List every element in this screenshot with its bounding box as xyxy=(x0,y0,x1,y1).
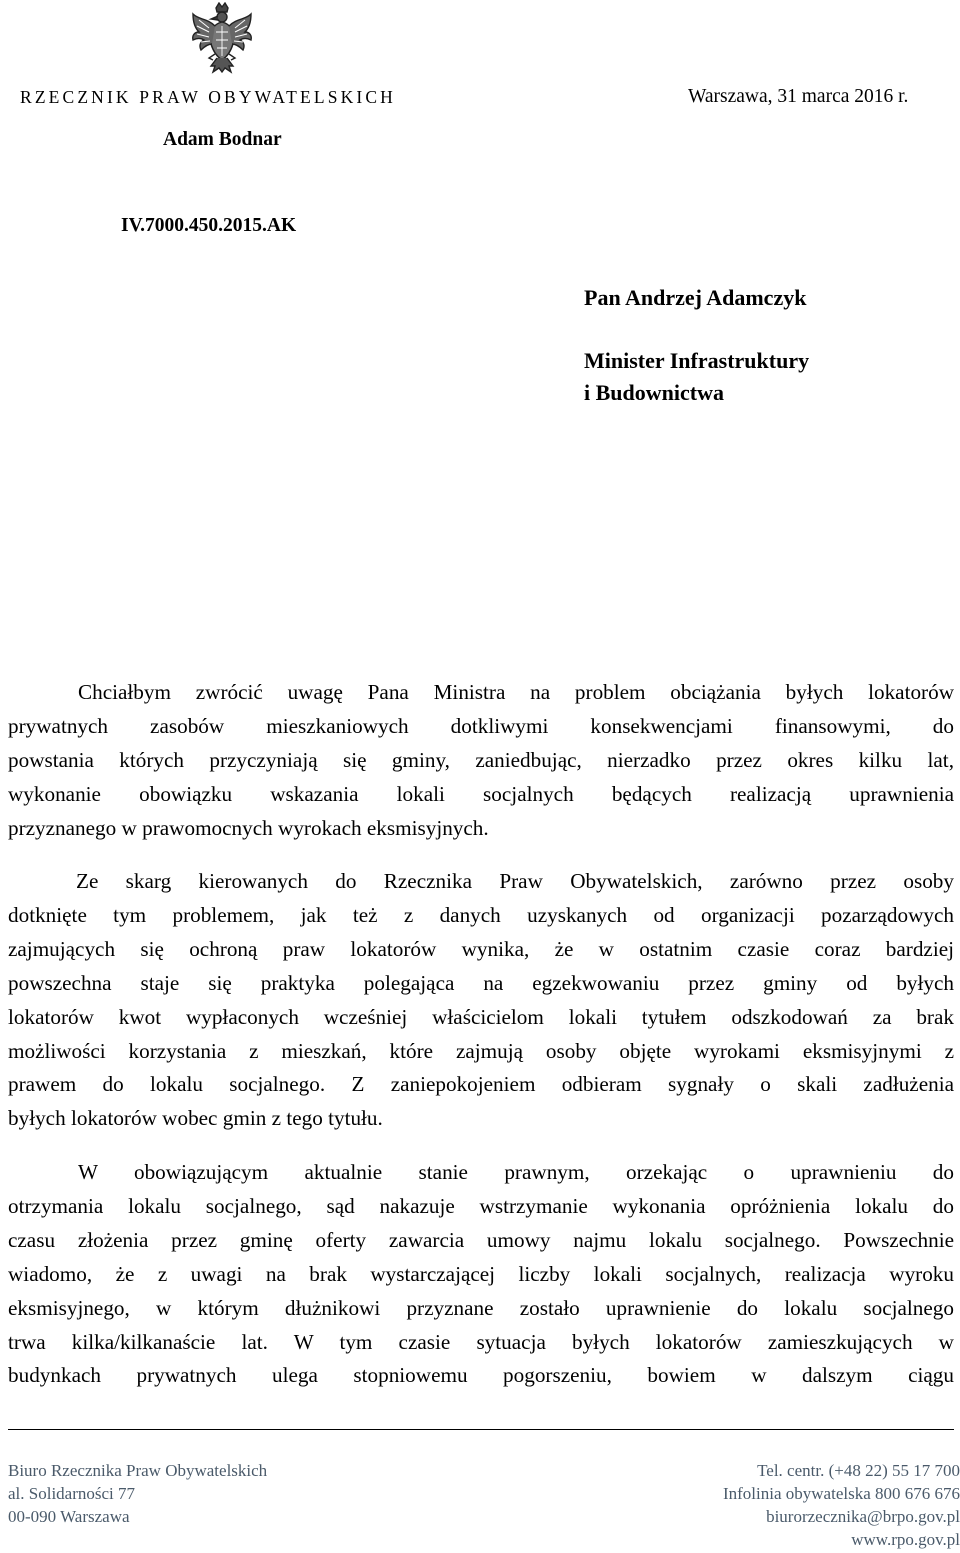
paragraph-line: powstania których przyczyniają się gminy, zaniedbując, nierzadko przez okres kilku lat, xyxy=(8,747,954,772)
body-paragraph-1 xyxy=(8,676,954,846)
footer-street: al. Solidarności 77 xyxy=(8,1484,136,1503)
paragraph-line: Ze skarg kierowanych do Rzecznika Praw Obywatelskich, zarówno przez osoby xyxy=(76,869,954,893)
paragraph-line: otrzymania lokalu socjalnego, sąd nakazuje wstrzymanie wykonania opróżnienia lokalu do xyxy=(8,1193,954,1218)
paragraph-line: dotknięte tym problemem, jak też z danych uzyskanych od organizacji pozarządowych xyxy=(8,902,954,927)
footer-address xyxy=(8,1459,267,1528)
letter-date: Warszawa, 31 marca 2016 r. xyxy=(688,86,909,107)
paragraph-line: prawem do lokalu socjalnego. Z zaniepokojeniem odbieram sygnały o skali zadłużenia xyxy=(8,1072,954,1097)
paragraph-line: W obowiązującym aktualnie stanie prawnym, orzekając o uprawnieniu do xyxy=(78,1160,954,1184)
body-paragraph-2 xyxy=(8,865,954,1136)
paragraph-line: wykonanie obowiązku wskazania lokali socjalnych będących realizacją uprawnienia xyxy=(8,781,954,806)
paragraph-line: czasu złożenia przez gminę oferty zawarcia umowy najmu lokalu socjalnego. Powszechnie xyxy=(8,1227,954,1252)
recipient-title xyxy=(584,345,809,409)
footer-contact xyxy=(723,1459,960,1551)
paragraph-line: wiadomo, że z uwagi na brak wystarczającej liczby lokali socjalnych, realizacja wyroku xyxy=(8,1261,954,1286)
recipient-title-line: Minister Infrastruktury xyxy=(584,348,810,373)
footer-office: Biuro Rzecznika Praw Obywatelskich xyxy=(8,1461,268,1480)
reference-number: IV.7000.450.2015.AK xyxy=(121,215,297,236)
signatory-name: Adam Bodnar xyxy=(163,129,282,150)
footer-website-link[interactable]: www.rpo.gov.pl xyxy=(851,1530,960,1549)
paragraph-line: prywatnych zasobów mieszkaniowych dotkliwymi konsekwencjami finansowymi, do xyxy=(8,713,954,738)
paragraph-line: eksmisyjnego, w którym dłużnikowi przyznane zostało uprawnienie do lokalu socjalnego xyxy=(8,1295,954,1320)
footer-hotline: Infolinia obywatelska 800 676 676 xyxy=(722,1484,960,1503)
footer-phone: Tel. centr. (+48 22) 55 17 700 xyxy=(757,1461,960,1480)
footer-divider xyxy=(8,1429,954,1430)
footer-email-link[interactable]: biurorzecznika@brpo.gov.pl xyxy=(766,1507,960,1526)
recipient-title-line: i Budownictwa xyxy=(584,380,724,405)
paragraph-line: byłych lokatorów wobec gmin z tego tytułu. xyxy=(8,1106,383,1131)
paragraph-line: Chciałbym zwrócić uwagę Pana Ministra na problem obciążania byłych lokatorów xyxy=(78,680,954,704)
body-paragraph-3 xyxy=(8,1156,954,1393)
recipient-name: Pan Andrzej Adamczyk xyxy=(584,285,807,310)
paragraph-line: trwa kilka/kilkanaście lat. W tym czasie sytuacja byłych lokatorów zamieszkujących w xyxy=(8,1329,954,1354)
organization-name: RZECZNIK PRAW OBYWATELSKICH xyxy=(20,87,396,107)
paragraph-line: powszechna staje się praktyka polegająca na egzekwowaniu przez gminy od byłych xyxy=(8,970,954,995)
paragraph-line: zajmujących się ochroną praw lokatorów wynika, że w ostatnim czasie coraz bardziej xyxy=(8,936,954,961)
polish-eagle-emblem-icon xyxy=(189,2,255,74)
paragraph-line: przyznanego w prawomocnych wyrokach eksmisyjnych. xyxy=(8,815,489,840)
paragraph-line: budynkach prywatnych ulega stopniowemu pogorszeniu, bowiem w dalszym ciągu xyxy=(8,1363,954,1388)
paragraph-line: lokatorów kwot wypłaconych wcześniej właścicielom lokali tytułem odszkodowań za brak xyxy=(8,1004,954,1029)
footer-city: 00-090 Warszawa xyxy=(8,1507,130,1526)
paragraph-line: możliwości korzystania z mieszkań, które zajmują osoby objęte wyrokami eksmisyjnymi z xyxy=(8,1038,954,1063)
